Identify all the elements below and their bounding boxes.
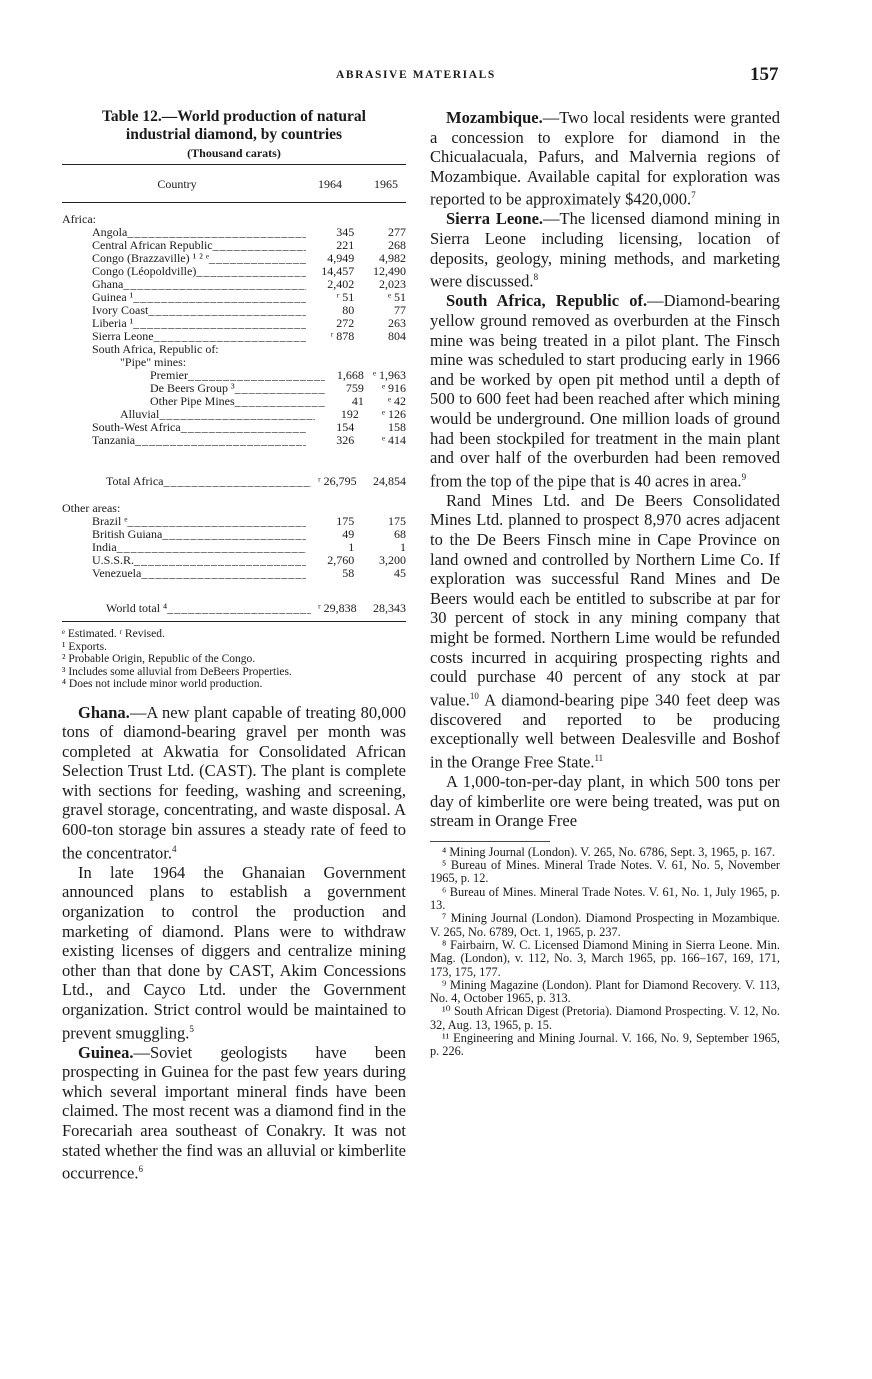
value-1965: 263 [388, 316, 407, 330]
table-footnote: ᵉ Estimated. ʳ Revised. [62, 628, 165, 640]
value-1965: 277 [388, 225, 407, 239]
footnote: ¹¹ Engineering and Mining Journal. V. 166, No. 9, September 1965, p. 226. [430, 1031, 780, 1059]
world-total-row [62, 602, 406, 615]
table-title-line1: Table 12.—World production of natural [102, 108, 366, 125]
row-label: Ivory Coast [92, 304, 149, 317]
value-1964: 192 [340, 407, 359, 421]
leader-dots [188, 369, 325, 382]
row-label: Alluvial [120, 408, 160, 421]
value-1965: 1 [400, 540, 407, 554]
alluvial-rows [62, 408, 406, 421]
value-1965: 3,200 [379, 553, 407, 567]
footnote-ref: 8 [533, 272, 539, 283]
footnote-ref: 4 [171, 843, 177, 854]
value-1965: 175 [388, 514, 407, 528]
page-number: 157 [750, 64, 779, 85]
leader-dots [163, 475, 310, 488]
table-footnote: ³ Includes some alluvial from DeBeers Properties. [62, 665, 292, 678]
value-1965: 24,854 [372, 474, 406, 488]
table-footnote: ² Probable Origin, Republic of the Congo. [62, 653, 256, 665]
value-1965: 4,982 [379, 251, 407, 265]
value-1965: 68 [394, 527, 407, 541]
table-footnote: ¹ Exports. [62, 640, 107, 653]
footnote: ⁹ Mining Magazine (London). Plant for Diamond Recovery. V. 113, No. 4, October 1965, p. 313. [430, 977, 780, 1006]
group-label-other: Other areas: [62, 502, 121, 515]
row-label: Guinea ¹ [92, 291, 134, 304]
leader-dots [213, 239, 307, 252]
row-label: Congo (Léopoldville) [92, 265, 197, 278]
other-rows [62, 515, 406, 580]
value-1964: 4,949 [327, 251, 355, 265]
value-1964: ʳ 29,838 [317, 601, 357, 615]
footnote: ¹⁰ South African Digest (Pretoria). Diamond Prospecting. V. 12, No. 32, Aug. 13, 1965, p. 15. [430, 1004, 780, 1032]
value-1964: 1 [348, 540, 355, 554]
row-label: Venezuela [92, 567, 142, 580]
value-1964: ʳ 878 [330, 329, 355, 343]
row-label: Other Pipe Mines [150, 395, 235, 408]
row-label: De Beers Group ³ [150, 382, 235, 395]
leader-dots [196, 265, 306, 278]
row-label: Liberia ¹ [92, 317, 134, 330]
leader-dots [159, 408, 315, 421]
footnote-ref: 5 [189, 1023, 194, 1034]
group-label-africa: Africa: [62, 213, 96, 226]
footnote: ⁵ Bureau of Mines. Mineral Trade Notes. V. 61, No. 5, November 1965, p. 12. [430, 858, 780, 886]
leader-dots [133, 291, 306, 304]
row-label: Congo (Brazzaville) ¹ ² ᵉ [92, 252, 209, 265]
row-label: Central African Republic [92, 239, 213, 252]
leader-dots [127, 226, 306, 239]
table-header-row [62, 165, 406, 203]
value-1964: 14,457 [321, 264, 355, 278]
table-row [62, 226, 406, 239]
row-label: South-West Africa [92, 421, 181, 434]
running-header [0, 66, 872, 90]
row-label: U.S.S.R. [92, 554, 135, 567]
table-title-line2: industrial diamond, by countries [125, 126, 343, 143]
leader-dots [148, 304, 306, 317]
table-row [62, 252, 406, 265]
value-1964: ʳ 51 [336, 290, 355, 304]
table-footnote: ⁴ Does not include minor world production. [62, 678, 263, 690]
leader-dots [209, 252, 306, 265]
row-label: Brazil ᵉ [92, 515, 128, 528]
paragraph-guinea: Guinea.—Soviet geologists have been prospecting in Guinea for the past few years during which several important mineral finds have been claimed. The most recent was a diamond find in the Forecariah area southeast of Conakry. It was not stated whether the find was an alluvial or kimberlite occurrence.$^6$ [62, 1042, 406, 1183]
value-1964: ʳ 26,795 [317, 474, 357, 488]
table-row [62, 265, 406, 278]
value-1964: 41 [351, 394, 364, 408]
footnotes-rule [430, 841, 550, 842]
value-1964: 345 [336, 225, 355, 239]
table-row [62, 475, 406, 488]
value-1965: ᵉ 126 [381, 407, 406, 421]
row-label: Ghana [92, 278, 124, 291]
table-row [62, 330, 406, 343]
footnote-ref: 11 [594, 753, 604, 763]
footnote-ref: 6 [138, 1164, 143, 1175]
value-1964: 759 [345, 381, 364, 395]
value-1965: ᵉ 51 [387, 290, 407, 304]
header-1964: 1964 [318, 177, 342, 191]
footnote-ref: 9 [741, 471, 747, 482]
row-label: Total Africa [106, 475, 164, 488]
value-1964: 221 [336, 238, 355, 252]
table-row [62, 515, 406, 528]
table-row [62, 408, 406, 421]
leader-dots [134, 554, 306, 567]
leader-dots [167, 602, 310, 615]
table-row [62, 239, 406, 252]
row-label: Sierra Leone [92, 330, 154, 343]
table-row [62, 554, 406, 567]
table-row [62, 317, 406, 330]
africa-rows [62, 226, 406, 343]
footnotes [430, 846, 780, 1059]
paragraph-sierra-leone: Sierra Leone.—The licensed diamond mining in Sierra Leone including licensing, location of deposits, geology, mining methods, and marketing were discussed.$^8$ [430, 209, 781, 291]
row-label: Tanzania [92, 434, 136, 447]
value-1964: 272 [336, 316, 355, 330]
table-row [62, 278, 406, 291]
table-row [62, 304, 406, 317]
footnote: ⁶ Bureau of Mines. Mineral Trade Notes. V. 61, No. 1, July 1965, p. 13. [430, 884, 780, 913]
leader-dots [135, 434, 306, 447]
group-label-south-africa: South Africa, Republic of: [92, 343, 219, 356]
leader-dots [117, 541, 307, 554]
row-label: India [92, 541, 117, 554]
value-1965: 28,343 [372, 601, 406, 615]
footnote: ⁴ Mining Journal (London). V. 265, No. 6786, Sept. 3, 1965, p. 167. [442, 844, 776, 859]
paragraph-mozambique: Mozambique.—Two local residents were granted a concession to explore for diamond in the Chicualacuala, Pafurs, and Malvernia regions of Mozambique. Available capital for exploration was reported to be approximately $420,000.$^7$ [430, 108, 780, 209]
table-row [62, 421, 406, 434]
value-1965: ᵉ 42 [387, 394, 407, 408]
value-1965: 158 [388, 420, 407, 434]
table-row [62, 291, 406, 304]
table-row [62, 434, 406, 447]
africa-rows-2 [62, 421, 406, 447]
value-1964: 1,668 [336, 368, 364, 382]
leader-dots [154, 330, 307, 343]
leader-dots [133, 317, 306, 330]
left-column [62, 108, 406, 1183]
group-label-pipe-mines: "Pipe" mines: [120, 356, 187, 369]
value-1965: 2,023 [379, 277, 407, 291]
paragraph-plant: A 1,000-ton-per-day plant, in which 500 tons per day of kimberlite ore were being treated, was put on stream in Orange Free [430, 772, 780, 831]
leader-dots [235, 395, 325, 408]
table-subtitle: (Thousand carats) [187, 146, 281, 160]
leader-dots [181, 421, 307, 434]
leader-dots [141, 567, 306, 580]
value-1965: 12,490 [373, 264, 407, 278]
value-1964: 80 [342, 303, 355, 317]
value-1964: 2,760 [327, 553, 355, 567]
value-1965: 45 [394, 566, 407, 580]
row-label: British Guiana [92, 528, 163, 541]
footnote: ⁷ Mining Journal (London). Diamond Prospecting in Mozambique. V. 265, No. 6789, Oct. 1, 1965, p. 237. [430, 911, 780, 939]
leader-dots [235, 382, 325, 395]
value-1964: 58 [342, 566, 355, 580]
row-label: Premier [150, 369, 188, 382]
value-1965: ᵉ 414 [381, 433, 407, 447]
paragraph-ghana: Ghana.—A new plant capable of treating 80,000 tons of diamond-bearing gravel per month was completed at Akwatia for Consolidated African Selection Trust Ltd. (CAST). The plant is complete with sections for feeding, washing and screening, gravel storage, concentrating, and waste disposal. A 600-ton storage bin assures a steady rate of feed to the concentrator.$^4$ [62, 702, 406, 863]
table-row [62, 528, 406, 541]
value-1964: 326 [336, 433, 355, 447]
header-1965: 1965 [374, 177, 398, 191]
total-africa-row [62, 475, 406, 488]
paragraph-south-africa: South Africa, Republic of.—Diamond-bearing yellow ground removed as overburden at the Finsch mine was being treated in a pilot plant. The Finsch mine was scheduled to start producing early in 1966 and be worked by open pit method until a depth of 500 to 600 feet had been reached after which mining would be underground. One million loads of ground had been stockpiled for treatment in the main plant and over half of the overburden had been removed from the top of the pipe that is 40 acres in area.$^9$ [430, 291, 780, 491]
value-1964: 2,402 [327, 277, 355, 291]
value-1965: ᵉ 1,963 [372, 368, 407, 382]
row-label: Angola [92, 226, 128, 239]
value-1965: 804 [388, 329, 407, 343]
value-1964: 175 [336, 514, 355, 528]
paragraph-rand-mines: Rand Mines Ltd. and De Beers Consolidated Mines Ltd. planned to prospect 8,970 acres adjacent to the De Beers Finsch mine in Cape Province on land owned and controlled by Northern Lime Co. If exploration was successful Rand Mines and De Beers would each be entitled to subscribe at par for 30 percent of stock in any mining company that might be formed. Northern Lime would be refunded costs incurred in acquiring prospecting rights and could purchase 40 percent of any stock at par value.$^{10}$ A diamond-bearing pipe 340 feet deep was discovered and reported to be producing exceptionally well between Dealesville and Boshof in the Orange Free State.$^{11}$ [430, 490, 780, 772]
table-row [62, 541, 406, 554]
running-title: ABRASIVE MATERIALS [336, 69, 496, 81]
production-table [62, 108, 406, 691]
value-1965: ᵉ 916 [381, 381, 407, 395]
footnote-ref: 7 [691, 190, 696, 201]
footnote: ⁸ Fairbairn, W. C. Licensed Diamond Mining in Sierra Leone. Min. Mag. (London), v. 112, No. 3, March 1965, pp. 166–167, 169, 171, 173, 175, 177. [430, 937, 780, 979]
table-body [62, 203, 406, 615]
row-label: World total ⁴ [106, 602, 168, 615]
value-1965: 77 [394, 303, 407, 317]
paragraph-ghana-government: In late 1964 the Ghanaian Government announced plans to establish a government organization to control the production and marketing of diamond. Plans were to withdraw existing licenses of diggers and centralize mining other than that done by CAST, Akim Concessions Ltd., and Cayco Ltd. under the Government organization. Strict control would be maintained to prevent smuggling.$^5$ [62, 862, 406, 1042]
header-country: Country [157, 177, 197, 191]
pipe-rows [62, 369, 406, 408]
right-column [430, 108, 780, 1059]
table-row [62, 602, 406, 615]
value-1964: 49 [342, 527, 355, 541]
value-1964: 154 [336, 420, 355, 434]
leader-dots [123, 278, 306, 291]
leader-dots [162, 528, 306, 541]
table-footnotes [62, 621, 406, 691]
leader-dots [127, 515, 306, 528]
table-row [62, 567, 406, 580]
footnote-ref: 10 [469, 690, 479, 701]
value-1965: 268 [388, 238, 407, 252]
